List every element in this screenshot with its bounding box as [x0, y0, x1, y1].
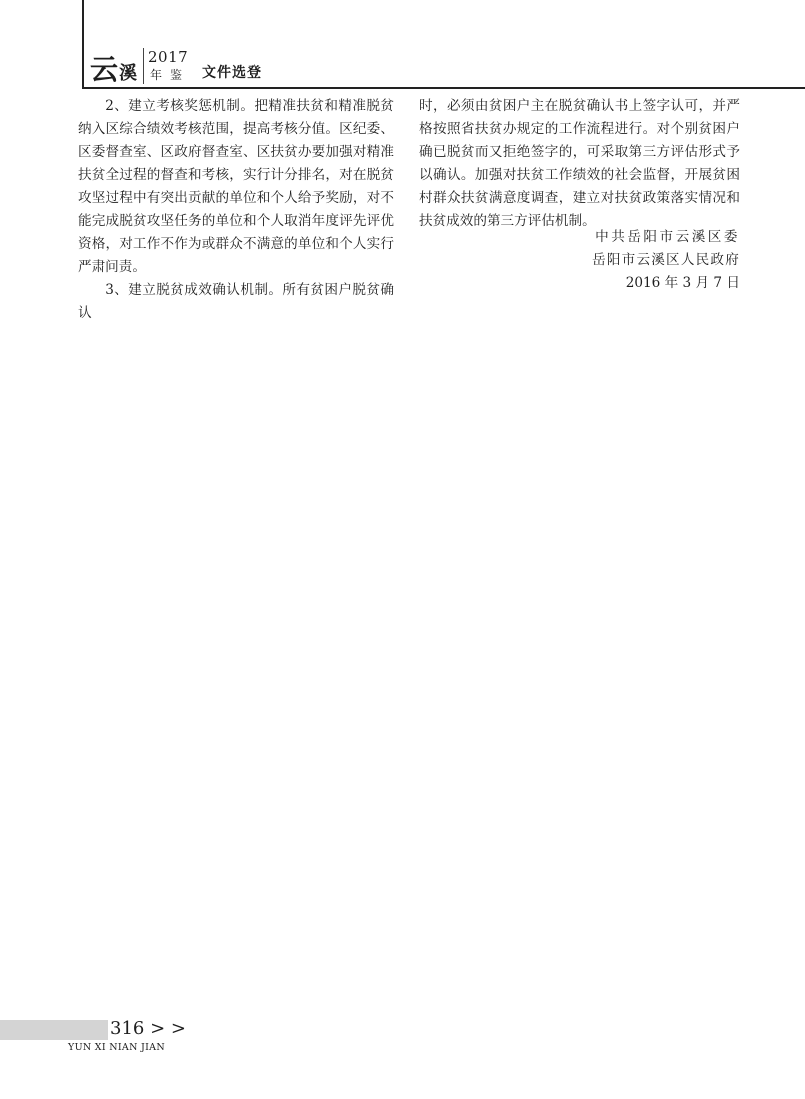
section-title: 文件选登 — [202, 65, 262, 81]
signature-org-1: 中共岳阳市云溪区委 — [595, 229, 740, 245]
left-paragraph-1: 2、建立考核奖惩机制。把精准扶贫和精准脱贫纳入区综合绩效考核范围，提高考核分值。区纪委、区委督查室、区政府督查室、区扶贫办要加强对精准扶贫全过程的督查和考核，实行计分排名，对在脱贫攻坚过程中有突出贡献的单位和个人给予奖励，对不能完成脱贫攻坚任务的单位和个人取消年度评先评优资格，对工作不作为或群众不满意的单位和个人实行严肃问责。 — [78, 98, 394, 275]
header-vertical-rule — [82, 0, 84, 88]
left-paragraph-2: 3、建立脱贫成效确认机制。所有贫困户脱贫确认 — [78, 282, 394, 321]
brand-logo-big: 云 — [90, 53, 119, 86]
footer-bar — [0, 1020, 108, 1040]
signature-date: 2016 年 3 月 7 日 — [625, 275, 740, 291]
header-horizontal-rule — [82, 87, 805, 89]
brand-logo-small: 溪 — [119, 63, 137, 84]
header-year: 2017 — [148, 48, 189, 66]
footer-subtitle: YUN XI NIAN JIAN — [68, 1042, 165, 1053]
header-separator — [143, 48, 144, 84]
left-column — [78, 95, 394, 325]
right-column — [419, 95, 740, 233]
header-nianjian: 年鉴 — [150, 68, 191, 82]
page-number: 316 > > — [110, 1018, 186, 1039]
signature-org-2: 岳阳市云溪区人民政府 — [592, 252, 740, 268]
right-paragraph-1: 时，必须由贫困户主在脱贫确认书上签字认可，并严格按照省扶贫办规定的工作流程进行。对个别贫困户确已脱贫而又拒绝签字的，可采取第三方评估形式予以确认。加强对扶贫工作绩效的社会监督，开展贫困村群众扶贫满意度调查，建立对扶贫政策落实情况和扶贫成效的第三方评估机制。 — [419, 98, 740, 229]
